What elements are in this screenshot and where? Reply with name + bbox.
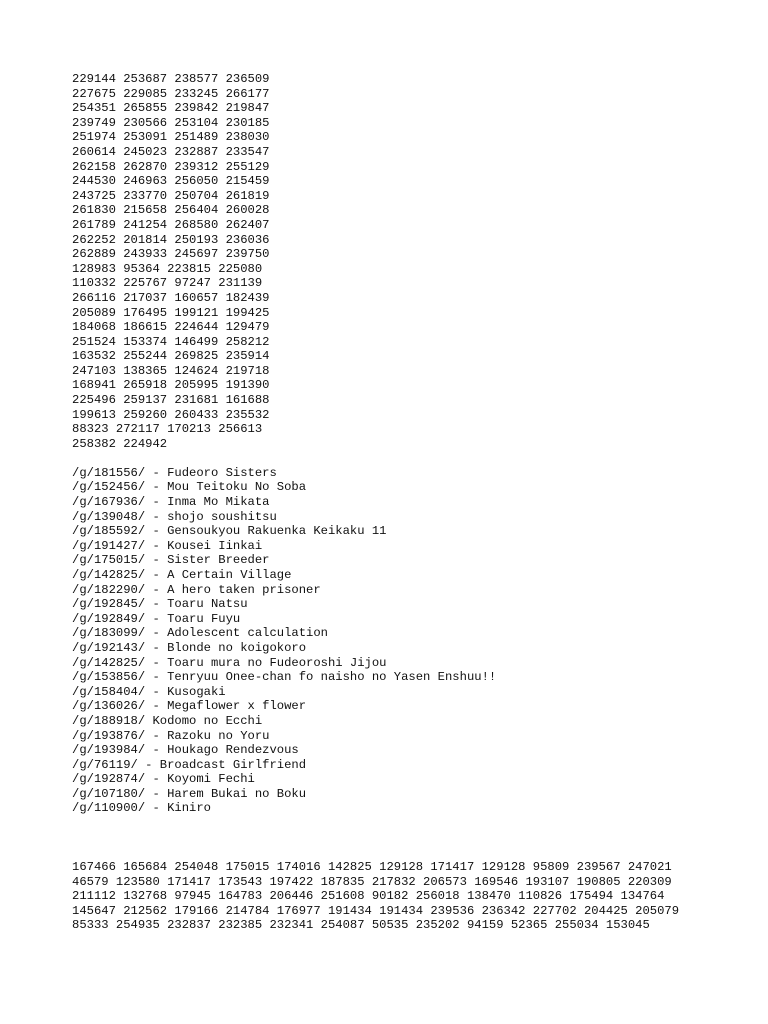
gallery-item: /g/142825/ - Toaru mura no Fudeoroshi Jijou: [72, 655, 387, 670]
number-row: 258382 224942: [72, 436, 168, 451]
number-row: 168941 265918 205995 191390: [72, 378, 270, 393]
number-row: 184068 186615 224644 129479: [72, 320, 270, 335]
gallery-item: /g/193984/ - Houkago Rendezvous: [72, 743, 299, 758]
gallery-item: /g/188918/ Kodomo no Ecchi: [72, 713, 263, 728]
number-row: 247103 138365 124624 219718: [72, 363, 270, 378]
gallery-item: /g/153856/ - Tenryuu Onee-chan fo naisho no Yasen Enshuu!!: [72, 670, 497, 685]
long-number-row: 211112 132768 97945 164783 206446 251608 90182 256018 138470 110826 175494 134764: [72, 889, 665, 904]
number-row: 199613 259260 260433 235532: [72, 407, 270, 422]
spacer: [72, 451, 712, 465]
number-row: 88323 272117 170213 256613: [72, 422, 263, 437]
long-number-row: 46579 123580 171417 173543 197422 187835 217832 206573 169546 193107 190805 220309: [72, 874, 672, 889]
long-number-row: 167466 165684 254048 175015 174016 142825 129128 171417 129128 95809 239567 247021: [72, 860, 672, 875]
number-row: 262252 201814 250193 236036: [72, 232, 270, 247]
long-number-row: 145647 212562 179166 214784 176977 191434 191434 239536 236342 227702 204425 205079: [72, 903, 680, 918]
gallery-item: /g/110900/ - Kiniro: [72, 801, 211, 816]
document-page: [72, 72, 712, 933]
gallery-item: /g/191427/ - Kousei Iinkai: [72, 538, 263, 553]
number-row: 225496 259137 231681 161688: [72, 393, 270, 408]
gallery-item: /g/175015/ - Sister Breeder: [72, 553, 270, 568]
gallery-item: /g/107180/ - Harem Bukai no Boku: [72, 786, 307, 801]
gallery-item: /g/192874/ - Koyomi Fechi: [72, 772, 255, 787]
number-row: 251524 153374 146499 258212: [72, 334, 270, 349]
gallery-item: /g/142825/ - A Certain Village: [72, 567, 292, 582]
number-row: 163532 255244 269825 235914: [72, 349, 270, 364]
number-row: 205089 176495 199121 199425: [72, 305, 270, 320]
gallery-item: /g/182290/ - A hero taken prisoner: [72, 582, 321, 597]
number-row: 244530 246963 256050 215459: [72, 174, 270, 189]
number-row: 261789 241254 268580 262407: [72, 217, 270, 232]
gallery-item: /g/139048/ - shojo soushitsu: [72, 509, 277, 524]
number-row: 266116 217037 160657 182439: [72, 290, 270, 305]
gallery-item: /g/158404/ - Kusogaki: [72, 684, 226, 699]
gallery-item: /g/152456/ - Mou Teitoku No Soba: [72, 480, 307, 495]
number-row: 110332 225767 97247 231139: [72, 276, 263, 291]
spacer: [72, 816, 712, 860]
long-number-row: 85333 254935 232837 232385 232341 254087 50535 235202 94159 52365 255034 153045: [72, 918, 650, 933]
number-row: 229144 253687 238577 236509: [72, 72, 270, 86]
long-number-list: [72, 860, 712, 933]
gallery-item: /g/192849/ - Toaru Fuyu: [72, 611, 241, 626]
number-list: [72, 72, 712, 451]
number-row: 261830 215658 256404 260028: [72, 203, 270, 218]
number-row: 239749 230566 253104 230185: [72, 115, 270, 130]
gallery-item: /g/192143/ - Blonde no koigokoro: [72, 640, 307, 655]
gallery-item: /g/185592/ - Gensoukyou Rakuenka Keikaku 11: [72, 524, 387, 539]
number-row: 262158 262870 239312 255129: [72, 159, 270, 174]
number-row: 243725 233770 250704 261819: [72, 188, 270, 203]
number-row: 262889 243933 245697 239750: [72, 247, 270, 262]
gallery-list: [72, 466, 712, 816]
gallery-item: /g/167936/ - Inma Mo Mikata: [72, 495, 270, 510]
gallery-item: /g/136026/ - Megaflower x flower: [72, 699, 307, 714]
gallery-item: /g/76119/ - Broadcast Girlfriend: [72, 757, 307, 772]
number-row: 128983 95364 223815 225080: [72, 261, 263, 276]
gallery-item: /g/181556/ - Fudeoro Sisters: [72, 465, 277, 480]
gallery-item: /g/183099/ - Adolescent calculation: [72, 626, 328, 641]
number-row: 260614 245023 232887 233547: [72, 144, 270, 159]
number-row: 254351 265855 239842 219847: [72, 101, 270, 116]
gallery-item: /g/192845/ - Toaru Natsu: [72, 597, 248, 612]
number-row: 227675 229085 233245 266177: [72, 86, 270, 101]
gallery-item: /g/193876/ - Razoku no Yoru: [72, 728, 270, 743]
number-row: 251974 253091 251489 238030: [72, 130, 270, 145]
